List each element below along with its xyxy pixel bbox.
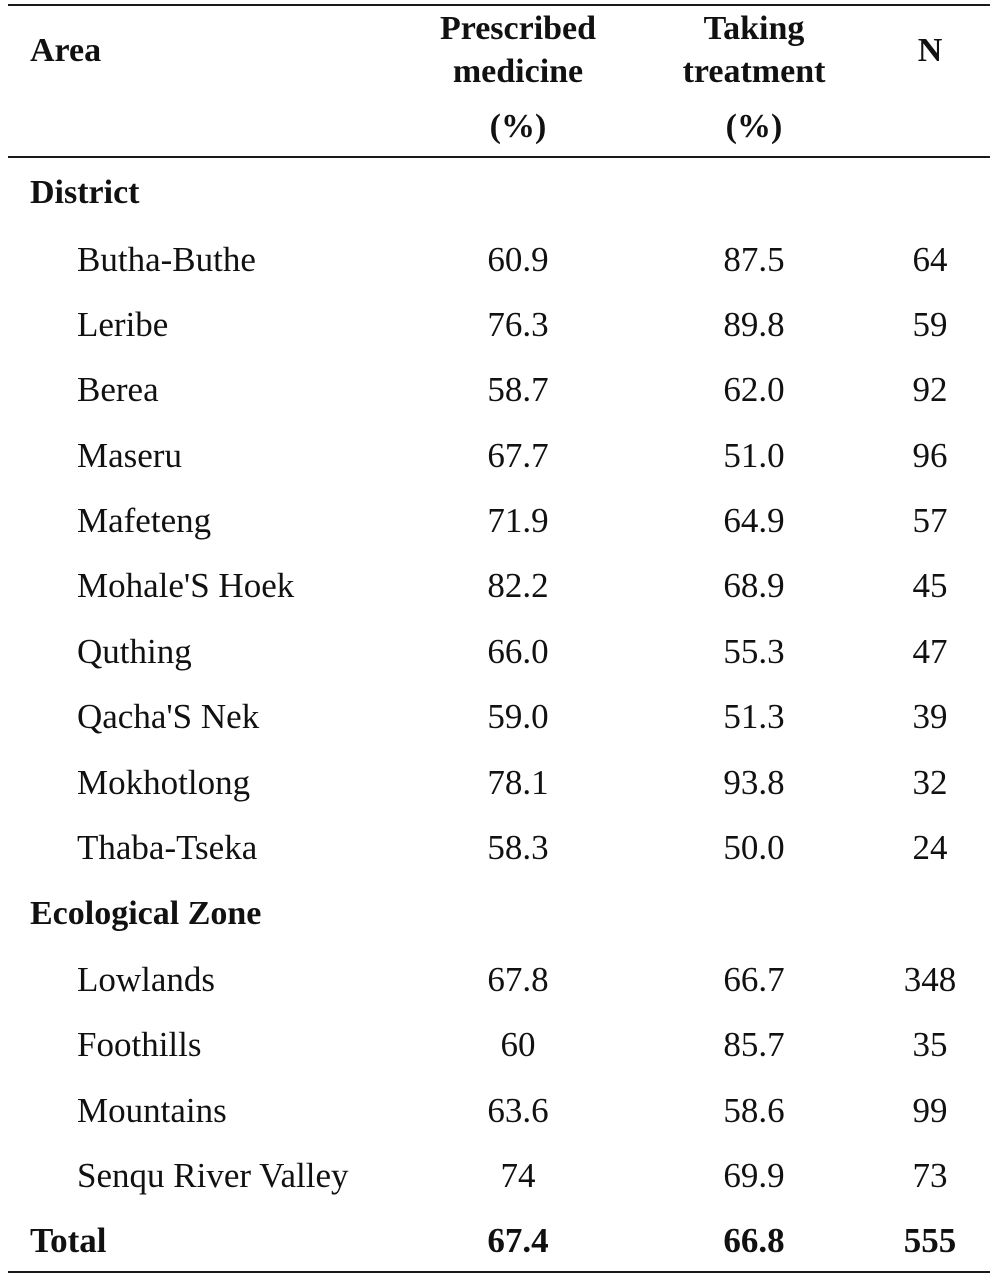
row-n: 57	[912, 501, 948, 540]
row-n: 64	[912, 240, 948, 279]
row-prescribed: 58.3	[487, 828, 549, 867]
row-prescribed: 74	[500, 1156, 536, 1195]
row-taking: 58.6	[723, 1091, 785, 1130]
row-prescribed: 82.2	[487, 566, 549, 605]
row-prescribed: 71.9	[487, 501, 549, 540]
row-taking: 93.8	[723, 763, 785, 802]
row-n: 99	[912, 1091, 948, 1130]
row-n: 45	[912, 566, 948, 605]
section-label-district: District	[30, 174, 140, 211]
row-prescribed: 67.8	[487, 960, 549, 999]
row-prescribed: 60.9	[487, 240, 549, 279]
total-n: 555	[903, 1221, 957, 1260]
row-n: 35	[912, 1025, 948, 1064]
row-taking: 50.0	[723, 828, 785, 867]
row-area: Lowlands	[77, 960, 216, 999]
total-label: Total	[30, 1221, 107, 1260]
row-taking: 87.5	[723, 240, 785, 279]
row-n: 59	[912, 305, 948, 344]
row-taking: 64.9	[723, 501, 785, 540]
total-taking: 66.8	[723, 1221, 785, 1260]
row-prescribed: 58.7	[487, 370, 549, 409]
row-taking: 66.7	[723, 960, 785, 999]
row-n: 24	[912, 828, 948, 867]
row-area: Maseru	[77, 436, 182, 475]
row-prescribed: 78.1	[487, 763, 549, 802]
row-area: Mafeteng	[77, 501, 212, 540]
row-area: Berea	[77, 370, 159, 409]
row-area: Leribe	[77, 305, 169, 344]
header-taking-line1: Taking	[703, 10, 805, 47]
row-n: 39	[912, 697, 948, 736]
row-taking: 85.7	[723, 1025, 785, 1064]
bottom-rule	[8, 1271, 990, 1273]
header-rule	[8, 156, 990, 158]
row-n: 73	[912, 1156, 948, 1195]
header-area: Area	[30, 32, 102, 69]
header-prescribed-line1: Prescribed	[439, 10, 597, 47]
row-prescribed: 63.6	[487, 1091, 549, 1130]
row-area: Butha-Buthe	[77, 240, 256, 279]
total-prescribed: 67.4	[487, 1221, 549, 1260]
row-taking: 62.0	[723, 370, 785, 409]
row-n: 32	[912, 763, 948, 802]
header-prescribed-line2: medicine	[452, 53, 584, 90]
row-area: Senqu River Valley	[77, 1156, 349, 1195]
header-taking-unit: (%)	[725, 108, 783, 145]
row-n: 96	[912, 436, 948, 475]
row-prescribed: 67.7	[487, 436, 549, 475]
row-taking: 55.3	[723, 632, 785, 671]
row-taking: 51.0	[723, 436, 785, 475]
row-area: Quthing	[77, 632, 192, 671]
row-taking: 51.3	[723, 697, 785, 736]
row-n: 47	[912, 632, 948, 671]
header-taking-line2: treatment	[682, 53, 826, 90]
row-taking: 68.9	[723, 566, 785, 605]
row-area: Mountains	[77, 1091, 227, 1130]
row-prescribed: 76.3	[487, 305, 549, 344]
row-prescribed: 66.0	[487, 632, 549, 671]
row-prescribed: 60	[500, 1025, 536, 1064]
header-n: N	[917, 32, 943, 69]
row-area: Thaba-Tseka	[77, 828, 258, 867]
top-rule	[8, 4, 990, 6]
row-n: 92	[912, 370, 948, 409]
row-prescribed: 59.0	[487, 697, 549, 736]
row-taking: 69.9	[723, 1156, 785, 1195]
row-n: 348	[903, 960, 957, 999]
row-area: Mohale'S Hoek	[77, 566, 295, 605]
section-label-ecological-zone: Ecological Zone	[30, 895, 262, 932]
row-area: Foothills	[77, 1025, 202, 1064]
row-area: Qacha'S Nek	[77, 697, 260, 736]
row-taking: 89.8	[723, 305, 785, 344]
row-area: Mokhotlong	[77, 763, 251, 802]
header-prescribed-unit: (%)	[489, 108, 547, 145]
